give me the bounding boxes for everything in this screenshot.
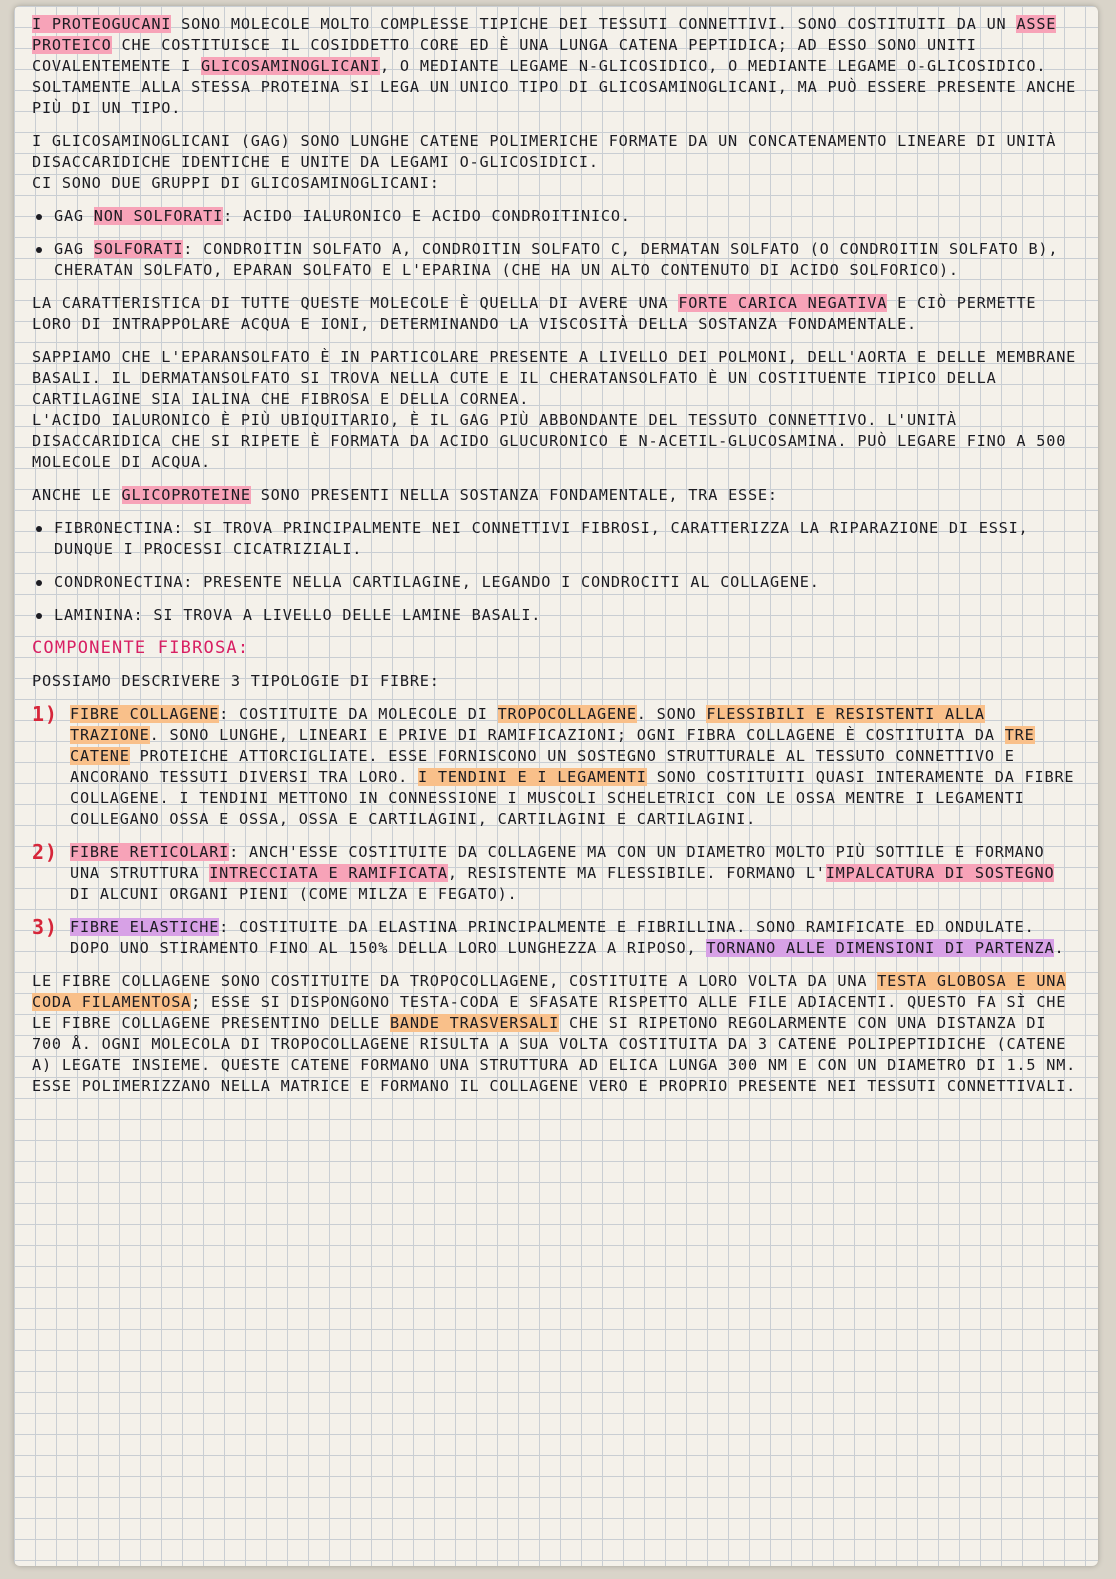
text: ; ESSE SI DISPONGONO TESTA-CODA E SFASATE RISPETTO ALLE FILE ADIACENTI. QUESTO FA SÌ CHE LE FIBRE COLLAGENE PRESENTINO DELLE xyxy=(32,993,1067,1032)
list-number: 3) xyxy=(32,915,58,939)
paragraph-tipologie: POSSIAMO DESCRIVERE 3 TIPOLOGIE DI FIBRE: xyxy=(32,672,440,690)
text: E CIÒ PERMETTE LORO DI INTRAPPOLARE ACQUA E IONI, DETERMINANDO LA VISCOSITÀ DELLA SOSTANZA FONDAMENTALE. xyxy=(32,294,1037,333)
list-item xyxy=(32,239,1084,281)
list-item xyxy=(32,206,1084,227)
text: SONO COSTITUITI QUASI INTERAMENTE DA FIBRE COLLAGENE. I TENDINI METTONO IN CONNESSIONE I MUSCOLI SCHELETRICI CON LE OSSA MENTRE I LEGAMENTI COLLEGANO OSSA E OSSA, OSSA E CARTILAGINI, CARTILAGINI E CARTILAGINI. xyxy=(70,768,1075,828)
text: FIBRONECTINA: SI TROVA PRINCIPALMENTE NEI CONNETTIVI FIBROSI, CARATTERIZZA LA RIPARAZIONE DI ESSI, DUNQUE I PROCESSI CICATRIZIALI. xyxy=(54,519,1029,558)
highlight-tropocollagene: TROPOCOLLAGENE xyxy=(497,705,637,723)
text: : ANCH'ESSE COSTITUITE DA COLLAGENE MA CON UN DIAMETRO MOLTO PIÙ SOTTILE E FORMANO UNA STRUTTURA xyxy=(70,843,1045,882)
text: LAMININA: SI TROVA A LIVELLO DELLE LAMINE BASALI. xyxy=(54,606,542,624)
highlight-impalcatura: IMPALCATURA DI SOSTEGNO xyxy=(825,864,1055,882)
list-item xyxy=(32,605,1084,626)
text: CHE COSTITUISCE IL COSIDDETTO CORE ED È UNA LUNGA CATENA PEPTIDICA; AD ESSO SONO UNITI COVALENTEMENTE I xyxy=(32,36,977,75)
text: . SONO xyxy=(636,705,707,723)
bullet-icon xyxy=(36,580,42,586)
text: , O MEDIANTE LEGAME N-GLICOSIDICO, O MEDIANTE LEGAME O-GLICOSIDICO. SOLTAMENTE ALLA STESSA PROTEINA SI LEGA UN UNICO TIPO DI GLICOSAMINOGLICANI, MA PUÒ ESSERE PRESENTE ANCHE PIÙ DI UN TIPO. xyxy=(32,57,1077,117)
bullet-icon xyxy=(36,247,42,253)
text: CI SONO DUE GRUPPI DI GLICOSAMINOGLICANI: xyxy=(32,174,440,192)
highlight-glicoproteine: GLICOPROTEINE xyxy=(121,486,251,504)
list-number: 1) xyxy=(32,702,58,726)
text: LA CARATTERISTICA DI TUTTE QUESTE MOLECOLE È QUELLA DI AVERE UNA xyxy=(32,294,679,312)
text: , RESISTENTE MA FLESSIBILE. FORMANO L' xyxy=(447,864,826,882)
text: SONO MOLECOLE MOLTO COMPLESSE TIPICHE DEI TESSUTI CONNETTIVI. SONO COSTITUITI DA UN xyxy=(171,15,1017,33)
highlight-fibre-elastiche: FIBRE ELASTICHE xyxy=(70,918,220,936)
bullet-icon xyxy=(36,526,42,532)
bullet-icon xyxy=(36,613,42,619)
text: : COSTITUITE DA MOLECOLE DI xyxy=(219,705,498,723)
text: CHE SI RIPETONO REGOLARMENTE CON UNA DISTANZA DI 700 Å. OGNI MOLECOLA DI TROPOCOLLAGENE RISULTA A SUA VOLTA COSTITUITA DA 3 CATENE POLIPEPTIDICHE (CATENE Α) LEGATE INSIEME. QUESTE CATENE FORMANO UNA STRUTTURA AD ELICA LUNGA 300 NM E CON UN DIAMETRO DI 1.5 NM. ESSE POLIMERIZZANO NELLA MATRICE E FORMANO IL COLLAGENE VERO E PROPRIO PRESENTE NEI TESSUTI CONNETTIVALI. xyxy=(32,1014,1077,1095)
text: SAPPIAMO CHE L'EPARANSOLFATO È IN PARTICOLARE PRESENTE A LIVELLO DEI POLMONI, DELL'AORTA E DELLE MEMBRANE BASALI. IL DERMATANSOLFATO SI TROVA NELLA CUTE E IL CHERATANSOLFATO È UN COSTITUENTE TIPICO DELLA CARTILAGINE SIA IALINA CHE FIBROSA E DELLA CORNEA. xyxy=(32,348,1087,408)
text: DI ALCUNI ORGANI PIENI (COME MILZA E FEGATO). xyxy=(70,885,518,903)
highlight-non-solforati: NON SOLFORATI xyxy=(93,207,224,225)
paragraph-glicoproteine xyxy=(32,485,1084,506)
text: I GLICOSAMINOGLICANI (GAG) SONO LUNGHE CATENE POLIMERICHE FORMATE DA UN CONCATENAMENTO LINEARE DI UNITÀ DISACCARIDICHE IDENTICHE E UNITE DA LEGAMI O-GLICOSIDICI. xyxy=(32,132,1067,171)
list-item-fibre-reticolari xyxy=(32,842,1084,905)
paragraph-gag xyxy=(32,131,1084,194)
list-item xyxy=(32,572,1084,593)
text: L'ACIDO IALURONICO È PIÙ UBIQUITARIO, È IL GAG PIÙ ABBONDANTE DEL TESSUTO CONNETTIVO. L'UNITÀ DISACCARIDICA CHE SI RIPETE È FORMATA DA ACIDO GLUCURONICO E N-ACETIL-GLUCOSAMINA. PUÒ LEGARE FINO A 500 MOLECOLE DI ACQUA. xyxy=(32,411,1077,471)
highlight-fibre-collagene: FIBRE COLLAGENE xyxy=(70,705,220,723)
highlight-glicosaminoglicani: GLICOSAMINOGLICANI xyxy=(201,57,381,75)
text: . SONO LUNGHE, LINEARI E PRIVE DI RAMIFICAZIONI; OGNI FIBRA COLLAGENE È COSTITUITA DA xyxy=(149,726,1005,744)
bullet-icon xyxy=(36,214,42,220)
text: SONO PRESENTI NELLA SOSTANZA FONDAMENTALE, TRA ESSE: xyxy=(250,486,778,504)
text: : CONDROITIN SOLFATO A, CONDROITIN SOLFATO C, DERMATAN SOLFATO (O CONDROITIN SOLFATO B), CHERATAN SOLFATO, EPARAN SOLFATO E L'EPARINA (CHE HA UN ALTO CONTENUTO DI ACIDO SOLFORICO). xyxy=(54,240,1059,279)
highlight-proteoglicani: I PROTEOGUCANI xyxy=(32,15,172,33)
text: CONDRONECTINA: PRESENTE NELLA CARTILAGINE, LEGANDO I CONDROCITI AL COLLAGENE. xyxy=(54,573,820,591)
highlight-tendini-legamenti: I TENDINI E I LEGAMENTI xyxy=(418,768,647,786)
text: PROTEICHE ATTORCIGLIATE. ESSE FORNISCONO UN SOSTEGNO STRUTTURALE AL TESSUTO CONNETTIVO E ANCORANO TESSUTI DIVERSI TRA LORO. xyxy=(70,747,1015,786)
highlight-flessibili: FLESSIBILI E RESISTENTI ALLA TRAZIONE xyxy=(70,705,985,744)
text: : ACIDO IALURONICO E ACIDO CONDROITINICO. xyxy=(223,207,631,225)
section-title: COMPONENTE FIBROSA: xyxy=(32,638,250,658)
highlight-bande: BANDE TRASVERSALI xyxy=(389,1014,560,1032)
highlight-testa-coda: TESTA GLOBOSA E UNA CODA FILAMENTOSA xyxy=(32,972,1067,1011)
notebook-page xyxy=(14,6,1098,1566)
highlight-tre-catene: TRE CATENE xyxy=(70,726,1035,765)
list-number: 2) xyxy=(32,840,58,864)
highlight-asse-proteico: ASSE PROTEICO xyxy=(32,15,1057,54)
text: GAG xyxy=(54,207,94,225)
highlight-intrecciata: INTRECCIATA E RAMIFICATA xyxy=(209,864,448,882)
highlight-tornano: TORNANO ALLE DIMENSIONI DI PARTENZA xyxy=(706,939,1055,957)
handwritten-notes xyxy=(32,14,1087,1109)
highlight-carica-negativa: FORTE CARICA NEGATIVA xyxy=(678,294,888,312)
highlight-solforati: SOLFORATI xyxy=(93,240,184,258)
text: . xyxy=(1054,939,1065,957)
list-item xyxy=(32,518,1084,560)
text: : COSTITUITE DA ELASTINA PRINCIPALMENTE E FIBRILLINA. SONO RAMIFICATE ED ONDULATE. DOPO UNO STIRAMENTO FINO AL 150% DELLA LORO LUNGHEZZA A RIPOSO, xyxy=(70,918,1035,957)
text: LE FIBRE COLLAGENE SONO COSTITUITE DA TROPOCOLLAGENE, COSTITUITE A LORO VOLTA DA UNA xyxy=(32,972,878,990)
text: GAG xyxy=(54,240,94,258)
text: ANCHE LE xyxy=(32,486,122,504)
highlight-fibre-reticolari: FIBRE RETICOLARI xyxy=(70,843,230,861)
list-item-fibre-elastiche xyxy=(32,917,1084,959)
paragraph-localizzazione xyxy=(32,347,1087,473)
paragraph-proteoglicani xyxy=(32,14,1084,119)
list-item-fibre-collagene xyxy=(32,704,1084,830)
paragraph-carica xyxy=(32,293,1084,335)
paragraph-struttura-collagene xyxy=(32,971,1084,1097)
